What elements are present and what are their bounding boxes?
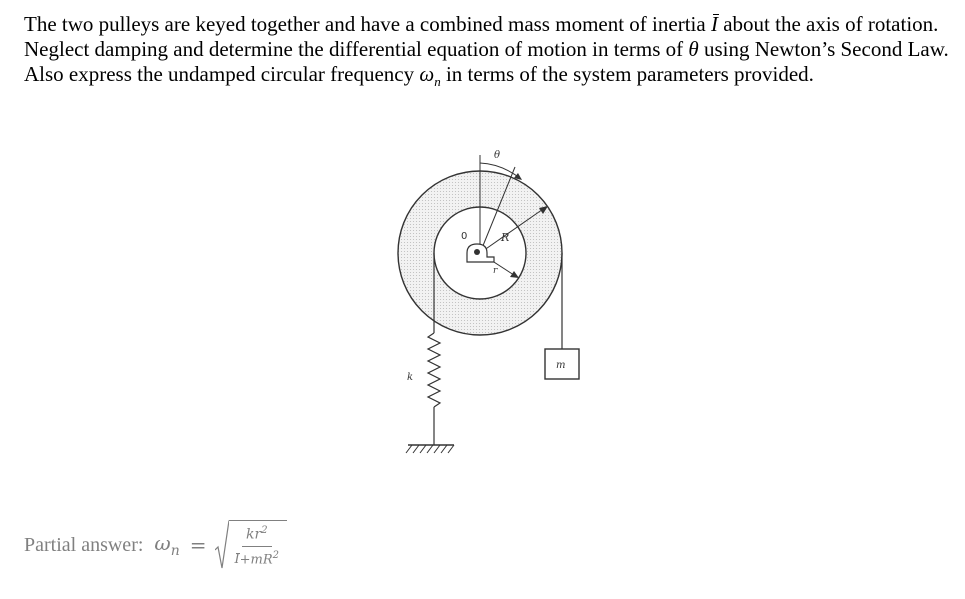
problem-text-3: using Newton’s Second Law. Also express the undamped circular frequency (24, 37, 949, 86)
omega-subscript: n (434, 74, 441, 90)
label-theta: θ (494, 150, 501, 161)
spring (428, 333, 440, 407)
label-R: R (501, 231, 510, 244)
answer-omega (154, 531, 179, 559)
denominator-exponent: 2 (272, 549, 280, 561)
problem-text-4: in terms of the system parameters provided. (440, 62, 814, 86)
label-center: 0 (461, 231, 468, 242)
ground-hatch (406, 445, 454, 453)
theta-symbol: θ (688, 37, 699, 61)
answer-omega-symbol: ω (154, 531, 171, 555)
problem-text-2: about the axis of rotation. Neglect damping and determine the differential equation of motion in terms of (24, 12, 939, 61)
fraction-denominator (233, 547, 282, 567)
inertia-symbol: I (710, 12, 718, 36)
label-m: m (556, 360, 566, 371)
answer-omega-subscript: n (170, 543, 180, 559)
numerator-base: kr (246, 526, 262, 543)
answer-label: Partial answer: (24, 533, 149, 556)
denominator-rest: +mR (239, 551, 273, 567)
problem-statement (24, 12, 954, 94)
answer-equals: = (189, 533, 207, 557)
fraction-numerator (242, 523, 272, 547)
partial-answer (24, 520, 287, 570)
omega-symbol: ω (419, 62, 435, 86)
fraction (229, 520, 288, 570)
label-r: r (493, 266, 498, 276)
problem-text-1: The two pulleys are keyed together and have a combined mass moment of inertia (24, 12, 711, 36)
axle-pin (474, 249, 480, 255)
numerator-exponent: 2 (261, 525, 268, 536)
label-k: k (407, 372, 414, 383)
radical-sign-icon (215, 520, 229, 570)
denominator-inertia: I (234, 551, 240, 567)
pulley-figure (370, 145, 600, 465)
square-root (215, 520, 288, 570)
pulley-diagram (370, 145, 600, 465)
